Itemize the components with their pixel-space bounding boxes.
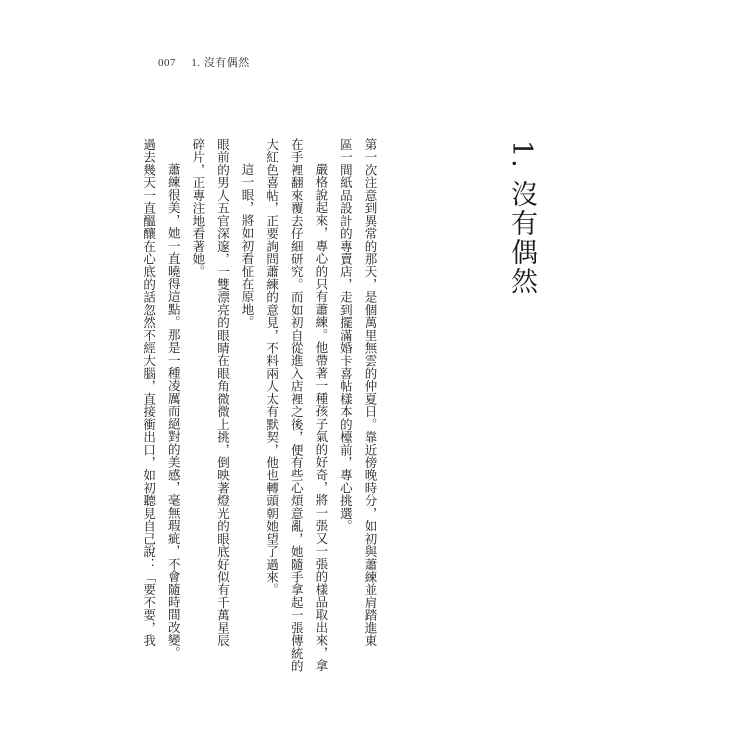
paragraph-line: 區一間紙品設計的專賣店，走到擺滿婚卡喜帖樣本的檯前，專心挑選。 xyxy=(338,138,354,533)
body-text xyxy=(136,138,382,708)
paragraph-line: 在手裡翻來覆去仔細研究。而如初自從進入店裡之後，便有些心煩意亂，她隨手拿起一張傳統的 xyxy=(289,138,305,673)
page-number: 007 xyxy=(158,57,176,69)
paragraph-line: 這一眼，將如初看怔在原地。 xyxy=(240,163,256,329)
paragraph-line: 大紅色喜帖，正要詢問蕭練的意見，不料兩人太有默契，他也轉頭朝她望了過來。 xyxy=(264,138,280,596)
chapter-title: 1. 沒有偶然 xyxy=(506,140,537,297)
paragraph-line: 嚴格說起來，專心的只有蕭練。他帶著一種孩子氣的好奇，將一張又一張的樣品取出來，拿 xyxy=(313,163,329,672)
paragraph-line: 碎片，正專注地看著她。 xyxy=(190,138,206,278)
paragraph-line: 眼前的男人五官深邃，一雙漂亮的眼睛在眼角微微上挑，倒映著燈光的眼底好似有千萬星辰 xyxy=(215,138,231,647)
running-header xyxy=(158,54,250,70)
paragraph-line: 過去幾天一直醞釀在心底的話忽然不經大腦，直接衝出口，如初聽見自己說：「要不要，我 xyxy=(141,138,157,647)
paragraph-line: 第一次注意到異常的那天，是個萬里無雲的仲夏日。靠近傍晚時分，如初與蕭練並肩踏進東 xyxy=(363,138,378,647)
running-title: 1. 沒有偶然 xyxy=(191,57,250,69)
paragraph-line: 蕭練很美，她一直曉得這點。那是一種凌厲而絕對的美感，毫無瑕疵，不會隨時間改變。 xyxy=(166,163,182,660)
